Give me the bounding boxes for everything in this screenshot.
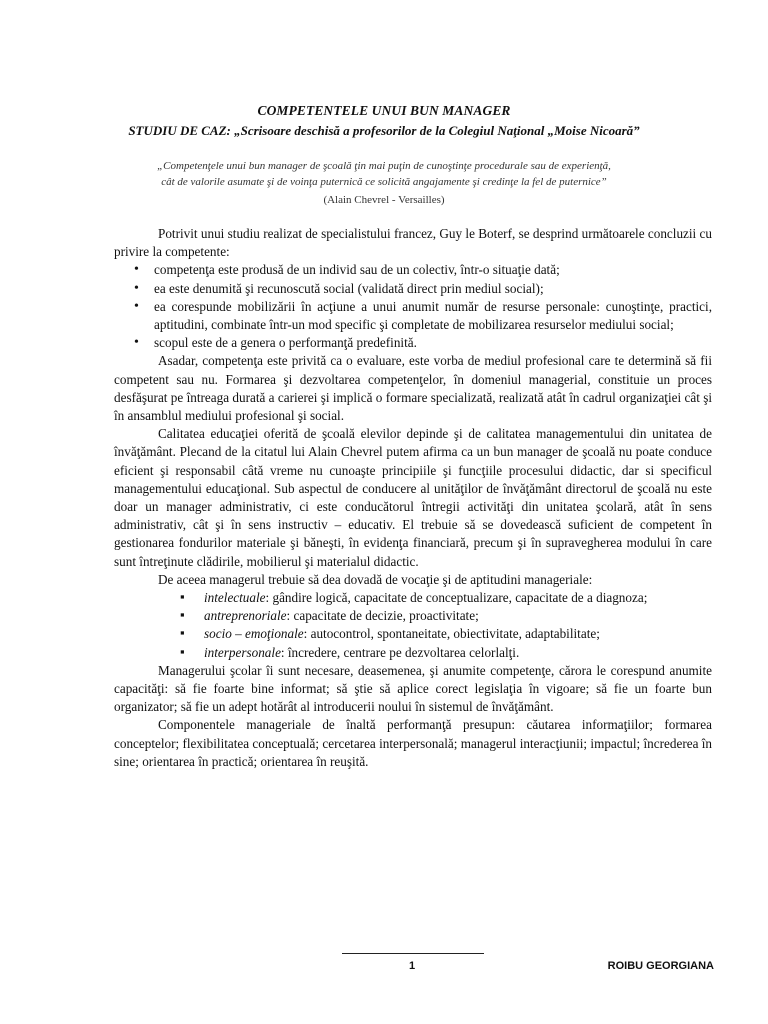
document-subtitle: STUDIU DE CAZ: „Scrisoare deschisă a profesorilor de la Colegiul Naţional „Moise Nicoară”	[128, 123, 640, 138]
paragraph: Asadar, competenţa este privită ca o evaluare, este vorba de mediul profesional care te determină să fii competent sau nu. Formarea şi dezvoltarea competenţelor, în domeniul managerial, constituie un proces desfăşurat pe întreaga durată a carierei şi implică o formare specializată, realizată atât în cadrul organizaţiei cât şi în ansamblul mediului profesional şi social.	[114, 353, 712, 424]
list-item: • ea corespunde mobilizării în acţiune a unui anumit număr de resurse personale: cunoştinţe, practici, aptitudini, combinate într-un mod specific şi completate de mobilizarea resurselor mediului social;	[114, 298, 712, 334]
quote-line: cât de valorile asumate şi de voinţa puternică ce solicită angajamente şi credinţe la fel de puternice”	[161, 176, 607, 188]
paragraph: Calitatea educaţiei oferită de şcoală elevilor depinde şi de calitatea managementului din unitatea de învăţământ. Plecand de la citatul lui Alain Chevrel putem afirma ca un bun manager de şcoală nu poate conduce eficient şi responsabil câtă vreme nu cunoaşte principiile şi funcţiile procesului didactic, dar si specificul managementului educaţional. Sub aspectul de conducere al unităţilor de învăţământ directorul de şcoală nu este doar un manager administrativ, ci este conducătorul întregii activităţi din unitatea şcolară, atât în sens administrativ, cât şi în sens instructiv – educativ. El trebuie să se dovedească suficient de competent în gestionarea fondurilor materiale şi băneşti, în evidenţa financiară, precum şi în supravegherea modului în care sunt întreţinute clădirile, mobilierul şi materialul didactic.	[114, 426, 712, 569]
list-item	[114, 625, 712, 643]
list-item	[114, 607, 712, 625]
aptitude-text: : capacitate de decizie, proactivitate;	[286, 608, 479, 624]
list-item: • scopul este de a genera o performanţă predefinită.	[114, 334, 712, 352]
aptitude-term: socio – emoţionale	[204, 626, 304, 642]
footer-author: ROIBU GEORGIANA	[607, 960, 714, 972]
list-item	[114, 644, 712, 662]
list-item	[114, 589, 712, 607]
quote-line: „Competenţele unui bun manager de şcoală ţin mai puţin de cunoştinţe procedurale sau de experienţă,	[157, 160, 611, 172]
aptitude-list	[114, 589, 712, 662]
paragraph: Potrivit unui studiu realizat de specialistului francez, Guy le Boterf, se desprind următoarele concluzii cu privire la competente:	[114, 226, 712, 260]
aptitude-text: : încredere, centrare pe dezvoltarea celorlalţi.	[280, 644, 520, 660]
competence-list	[114, 261, 712, 352]
page-number: 1	[408, 960, 416, 972]
aptitude-term: intelectuale	[204, 590, 266, 606]
document-title: COMPETENTELE UNUI BUN MANAGER	[257, 103, 511, 118]
epigraph-quote	[90, 158, 678, 190]
aptitude-text: : gândire logică, capacitate de conceptualizare, capacitate de a diagnoza;	[265, 590, 648, 606]
list-item: • ea este denumită şi recunoscută social (validată direct prin mediul social);	[114, 280, 712, 298]
footer-divider	[342, 953, 484, 954]
paragraph: De aceea managerul trebuie să dea dovadă de vocaţie şi de aptitudini manageriale:	[158, 571, 593, 587]
document-body	[114, 225, 712, 771]
paragraph: Componentele manageriale de înaltă performanţă presupun: căutarea informaţiilor; formarea conceptelor; flexibilitatea conceptuală; cercetarea interpersonală; managerul interacţiunii; impactul; încrederea în sine; orientarea în practică; orientarea în reuşită.	[114, 717, 712, 769]
paragraph: Managerului şcolar îi sunt necesare, deasemenea, şi anumite competenţe, cărora le corespund anumite capacităţi: să fie foarte bine informat; să ştie să aplice corect legislaţia în vigoare; să fie un foarte bun organizator; să fie un adept hotărât al introducerii noului în sistemul de învăţământ.	[114, 662, 712, 715]
aptitude-text: : autocontrol, spontaneitate, obiectivitate, adaptabilitate;	[303, 626, 600, 642]
aptitude-term: antreprenoriale	[204, 608, 287, 624]
quote-author: (Alain Chevrel - Versailles)	[323, 194, 445, 206]
list-item: • competenţa este produsă de un individ sau de un colectiv, într-o situaţie dată;	[114, 261, 712, 279]
aptitude-term: interpersonale	[204, 644, 281, 660]
